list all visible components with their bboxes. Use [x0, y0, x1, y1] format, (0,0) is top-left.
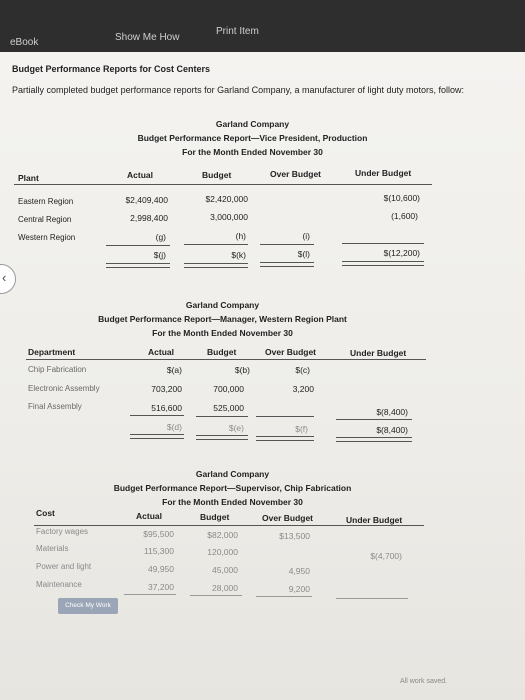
table2-header-department: Department — [28, 347, 76, 357]
table1-input-l[interactable]: $(l) — [297, 249, 310, 259]
previous-nav-button[interactable] — [0, 264, 16, 294]
table3-cell: $13,500 — [279, 531, 310, 541]
table2-period: For the Month Ended November 30 — [152, 328, 293, 338]
table3-cell: 28,000 — [212, 583, 238, 593]
table3-header-over: Over Budget — [262, 513, 314, 523]
table2-row-label: Electronic Assembly — [28, 384, 100, 393]
table2-total-rule — [336, 437, 412, 442]
table3-subtotal-rule — [336, 598, 408, 599]
table1-cell: (1,600) — [391, 211, 418, 221]
table2-header-actual: Actual — [148, 347, 174, 357]
table3-subtotal-rule — [124, 594, 176, 595]
table2-input-b[interactable]: $(b) — [234, 365, 250, 375]
table1-header-actual: Actual — [127, 170, 153, 180]
table2-input-e[interactable]: $(e) — [228, 423, 244, 433]
show-me-how-link[interactable]: Show Me How — [115, 32, 180, 43]
table3-header-actual: Actual — [136, 511, 162, 521]
table1-total-rule — [260, 262, 314, 267]
table3-cell: 9,200 — [288, 584, 310, 594]
table1-row-label: Eastern Region — [18, 197, 74, 206]
table1-cell: 3,000,000 — [210, 212, 248, 222]
chevron-left-icon: ‹ — [2, 270, 7, 285]
table3-company: Garland Company — [195, 469, 270, 479]
table1-header-over: Over Budget — [270, 169, 322, 179]
table3-cell: 49,950 — [148, 564, 174, 574]
table3-row-label: Materials — [36, 544, 69, 553]
table3-title: Budget Performance Report—Supervisor, Chip Fabrication — [113, 483, 352, 493]
table2-header-rule — [26, 359, 426, 360]
table1-title: Budget Performance Report—Vice President, Production — [137, 133, 368, 143]
table1-subtotal-rule — [260, 244, 314, 245]
table3-row-label: Power and light — [36, 562, 92, 571]
table1-cell: $2,409,400 — [125, 195, 168, 205]
table2-cell: 525,000 — [213, 403, 244, 413]
table1-input-h[interactable]: (h) — [235, 231, 246, 241]
table1-input-g[interactable]: (g) — [155, 232, 166, 242]
table2-title: Budget Performance Report—Manager, Western Region Plant — [98, 314, 347, 324]
table3-cell: $(4,700) — [370, 551, 402, 561]
table1-total-rule — [342, 261, 424, 266]
table1-input-i[interactable]: (i) — [302, 231, 310, 241]
table3-header-rule — [34, 525, 424, 526]
table2-cell: 700,000 — [213, 384, 244, 394]
table3-subtotal-rule — [190, 595, 242, 596]
table1-header-under: Under Budget — [355, 168, 412, 178]
page-heading: Budget Performance Reports for Cost Centers — [12, 64, 211, 74]
table2-total-under: $(8,400) — [376, 425, 408, 435]
table3-cell: 45,000 — [212, 565, 238, 575]
save-status: All work saved. — [400, 678, 448, 685]
vp-production-report — [0, 118, 525, 268]
table2-input-c[interactable]: $(c) — [295, 365, 310, 375]
table3-header-budget: Budget — [200, 512, 230, 522]
table2-subtotal-rule — [256, 416, 314, 417]
table3-cell: 120,000 — [207, 547, 238, 557]
table2-header-under: Under Budget — [350, 348, 407, 358]
table2-input-d[interactable]: $(d) — [166, 422, 182, 432]
table1-subtotal-rule — [184, 244, 248, 245]
chip-fabrication-report — [0, 468, 525, 598]
table1-row-label: Central Region — [18, 215, 72, 224]
table3-cell: 37,200 — [148, 582, 174, 592]
table1-total-rule — [106, 263, 170, 268]
table1-total-under: $(12,200) — [383, 248, 420, 258]
table2-cell: 3,200 — [292, 384, 314, 394]
table1-cell: 2,998,400 — [130, 213, 168, 223]
table1-header-plant: Plant — [18, 173, 39, 183]
table3-subtotal-rule — [256, 596, 312, 597]
problem-page — [0, 52, 525, 700]
table3-cell: $95,500 — [143, 529, 174, 539]
table3-cell: 4,950 — [288, 566, 310, 576]
table2-total-rule — [130, 434, 184, 439]
table2-subtotal-rule — [336, 419, 412, 420]
table1-header-rule — [14, 184, 432, 185]
western-plant-report — [0, 299, 525, 449]
table3-header-under: Under Budget — [346, 515, 403, 525]
table2-company: Garland Company — [185, 300, 260, 310]
table1-subtotal-rule — [342, 243, 424, 244]
table2-total-rule — [196, 435, 248, 440]
table3-row-label: Factory wages — [36, 527, 89, 536]
table2-header-over: Over Budget — [265, 347, 317, 357]
check-my-work-button[interactable]: Check My Work — [58, 598, 118, 614]
table3-period: For the Month Ended November 30 — [162, 497, 303, 507]
table1-total-rule — [184, 263, 248, 268]
table3-row-label: Maintenance — [36, 580, 82, 589]
top-toolbar — [0, 0, 525, 52]
table1-cell: $2,420,000 — [205, 194, 248, 204]
table1-company: Garland Company — [215, 119, 290, 129]
table1-cell: $(10,600) — [383, 193, 420, 203]
table3-cell: $82,000 — [207, 530, 238, 540]
table2-total-rule — [256, 436, 314, 441]
table2-row-label: Final Assembly — [28, 402, 82, 411]
table1-subtotal-rule — [106, 245, 170, 246]
table2-subtotal-rule — [130, 415, 184, 416]
table1-input-j[interactable]: $(j) — [153, 250, 166, 260]
table2-cell: 703,200 — [151, 384, 182, 394]
problem-intro: Partially completed budget performance reports for Garland Company, a manufacturer of light duty motors, follow: — [12, 85, 465, 95]
table2-input-a[interactable]: $(a) — [166, 365, 182, 375]
table2-cell: 516,600 — [151, 403, 182, 413]
print-item-link[interactable]: Print Item — [216, 26, 259, 37]
table1-input-k[interactable]: $(k) — [231, 250, 246, 260]
ebook-link[interactable]: eBook — [10, 37, 39, 48]
table1-period: For the Month Ended November 30 — [182, 147, 323, 157]
table2-subtotal-rule — [196, 416, 248, 417]
table3-cell: 115,300 — [143, 546, 174, 556]
table2-row-label: Chip Fabrication — [28, 365, 87, 374]
table1-header-budget: Budget — [202, 170, 232, 180]
table2-header-budget: Budget — [207, 347, 237, 357]
table1-row-label: Western Region — [18, 233, 76, 242]
table3-header-cost: Cost — [36, 508, 55, 518]
table2-cell: $(8,400) — [376, 407, 408, 417]
table2-input-f[interactable]: $(f) — [295, 424, 308, 434]
